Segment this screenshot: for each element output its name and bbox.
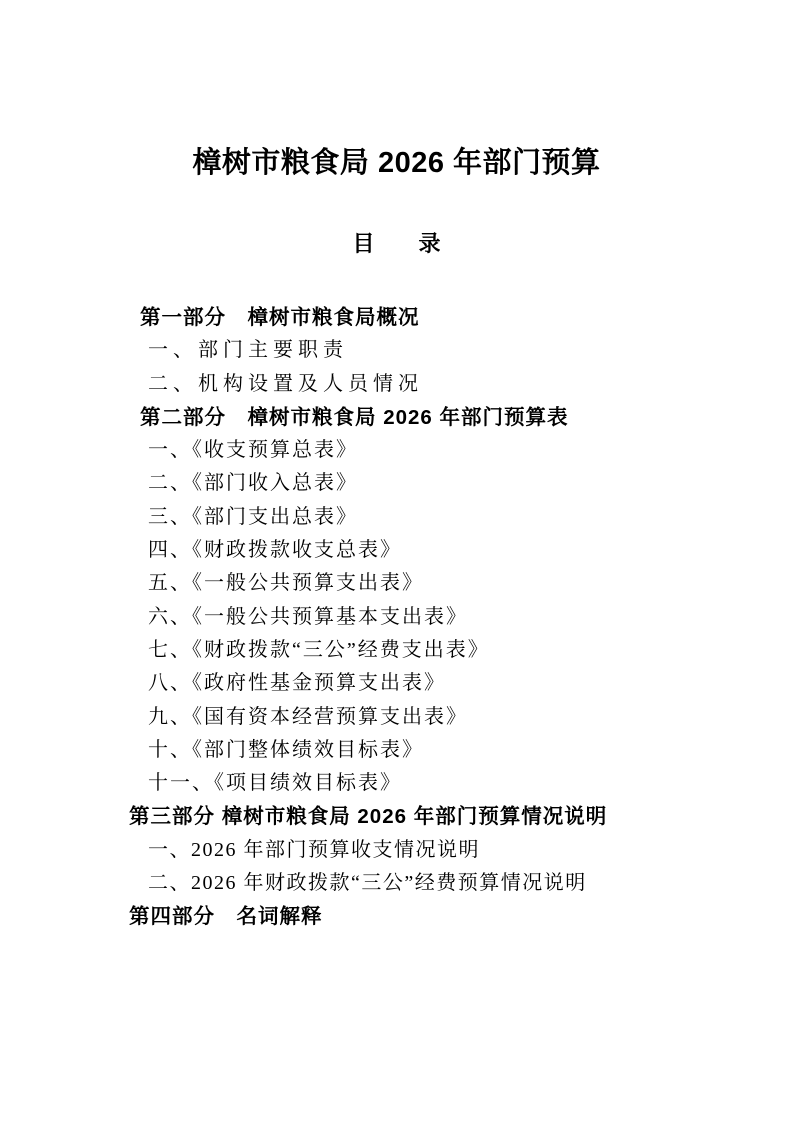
toc-part-header: 第二部分 樟树市粮食局 2026 年部门预算表 [140,405,569,429]
toc-entry: 二、《部门收入总表》 [148,472,358,495]
toc-part-header: 第一部分 樟树市粮食局概况 [140,306,420,329]
toc-part-header: 第四部分 名词解释 [129,905,323,929]
toc-entry: 二、2026 年财政拨款“三公”经费预算情况说明 [148,872,587,895]
toc-entry: 六、《一般公共预算基本支出表》 [148,605,468,628]
toc-entry: 七、《财政拨款“三公”经费支出表》 [148,638,490,661]
toc-part-header: 第三部分 樟树市粮食局 2026 年部门预算情况说明 [129,805,608,829]
toc-entry: 八、《政府性基金预算支出表》 [148,672,446,695]
toc-entry: 九、《国有资本经营预算支出表》 [148,705,468,728]
toc-entry: 一、2026 年部门预算收支情况说明 [148,838,480,861]
toc-entry: 四、《财政拨款收支总表》 [148,539,402,562]
toc-entry: 五、《一般公共预算支出表》 [148,572,424,595]
toc-entry: 三、《部门支出总表》 [148,505,358,528]
table-of-contents [0,301,793,934]
toc-entry: 一、《收支预算总表》 [148,439,358,462]
toc-entry: 一、部门主要职责 [148,339,348,362]
toc-heading: 目 录 [352,231,441,256]
toc-entry: 二、机构设置及人员情况 [148,372,423,395]
toc-entry: 十一、《项目绩效目标表》 [148,772,402,795]
page-title: 樟树市粮食局 2026 年部门预算 [192,147,601,179]
toc-entry: 十、《部门整体绩效目标表》 [148,738,424,761]
